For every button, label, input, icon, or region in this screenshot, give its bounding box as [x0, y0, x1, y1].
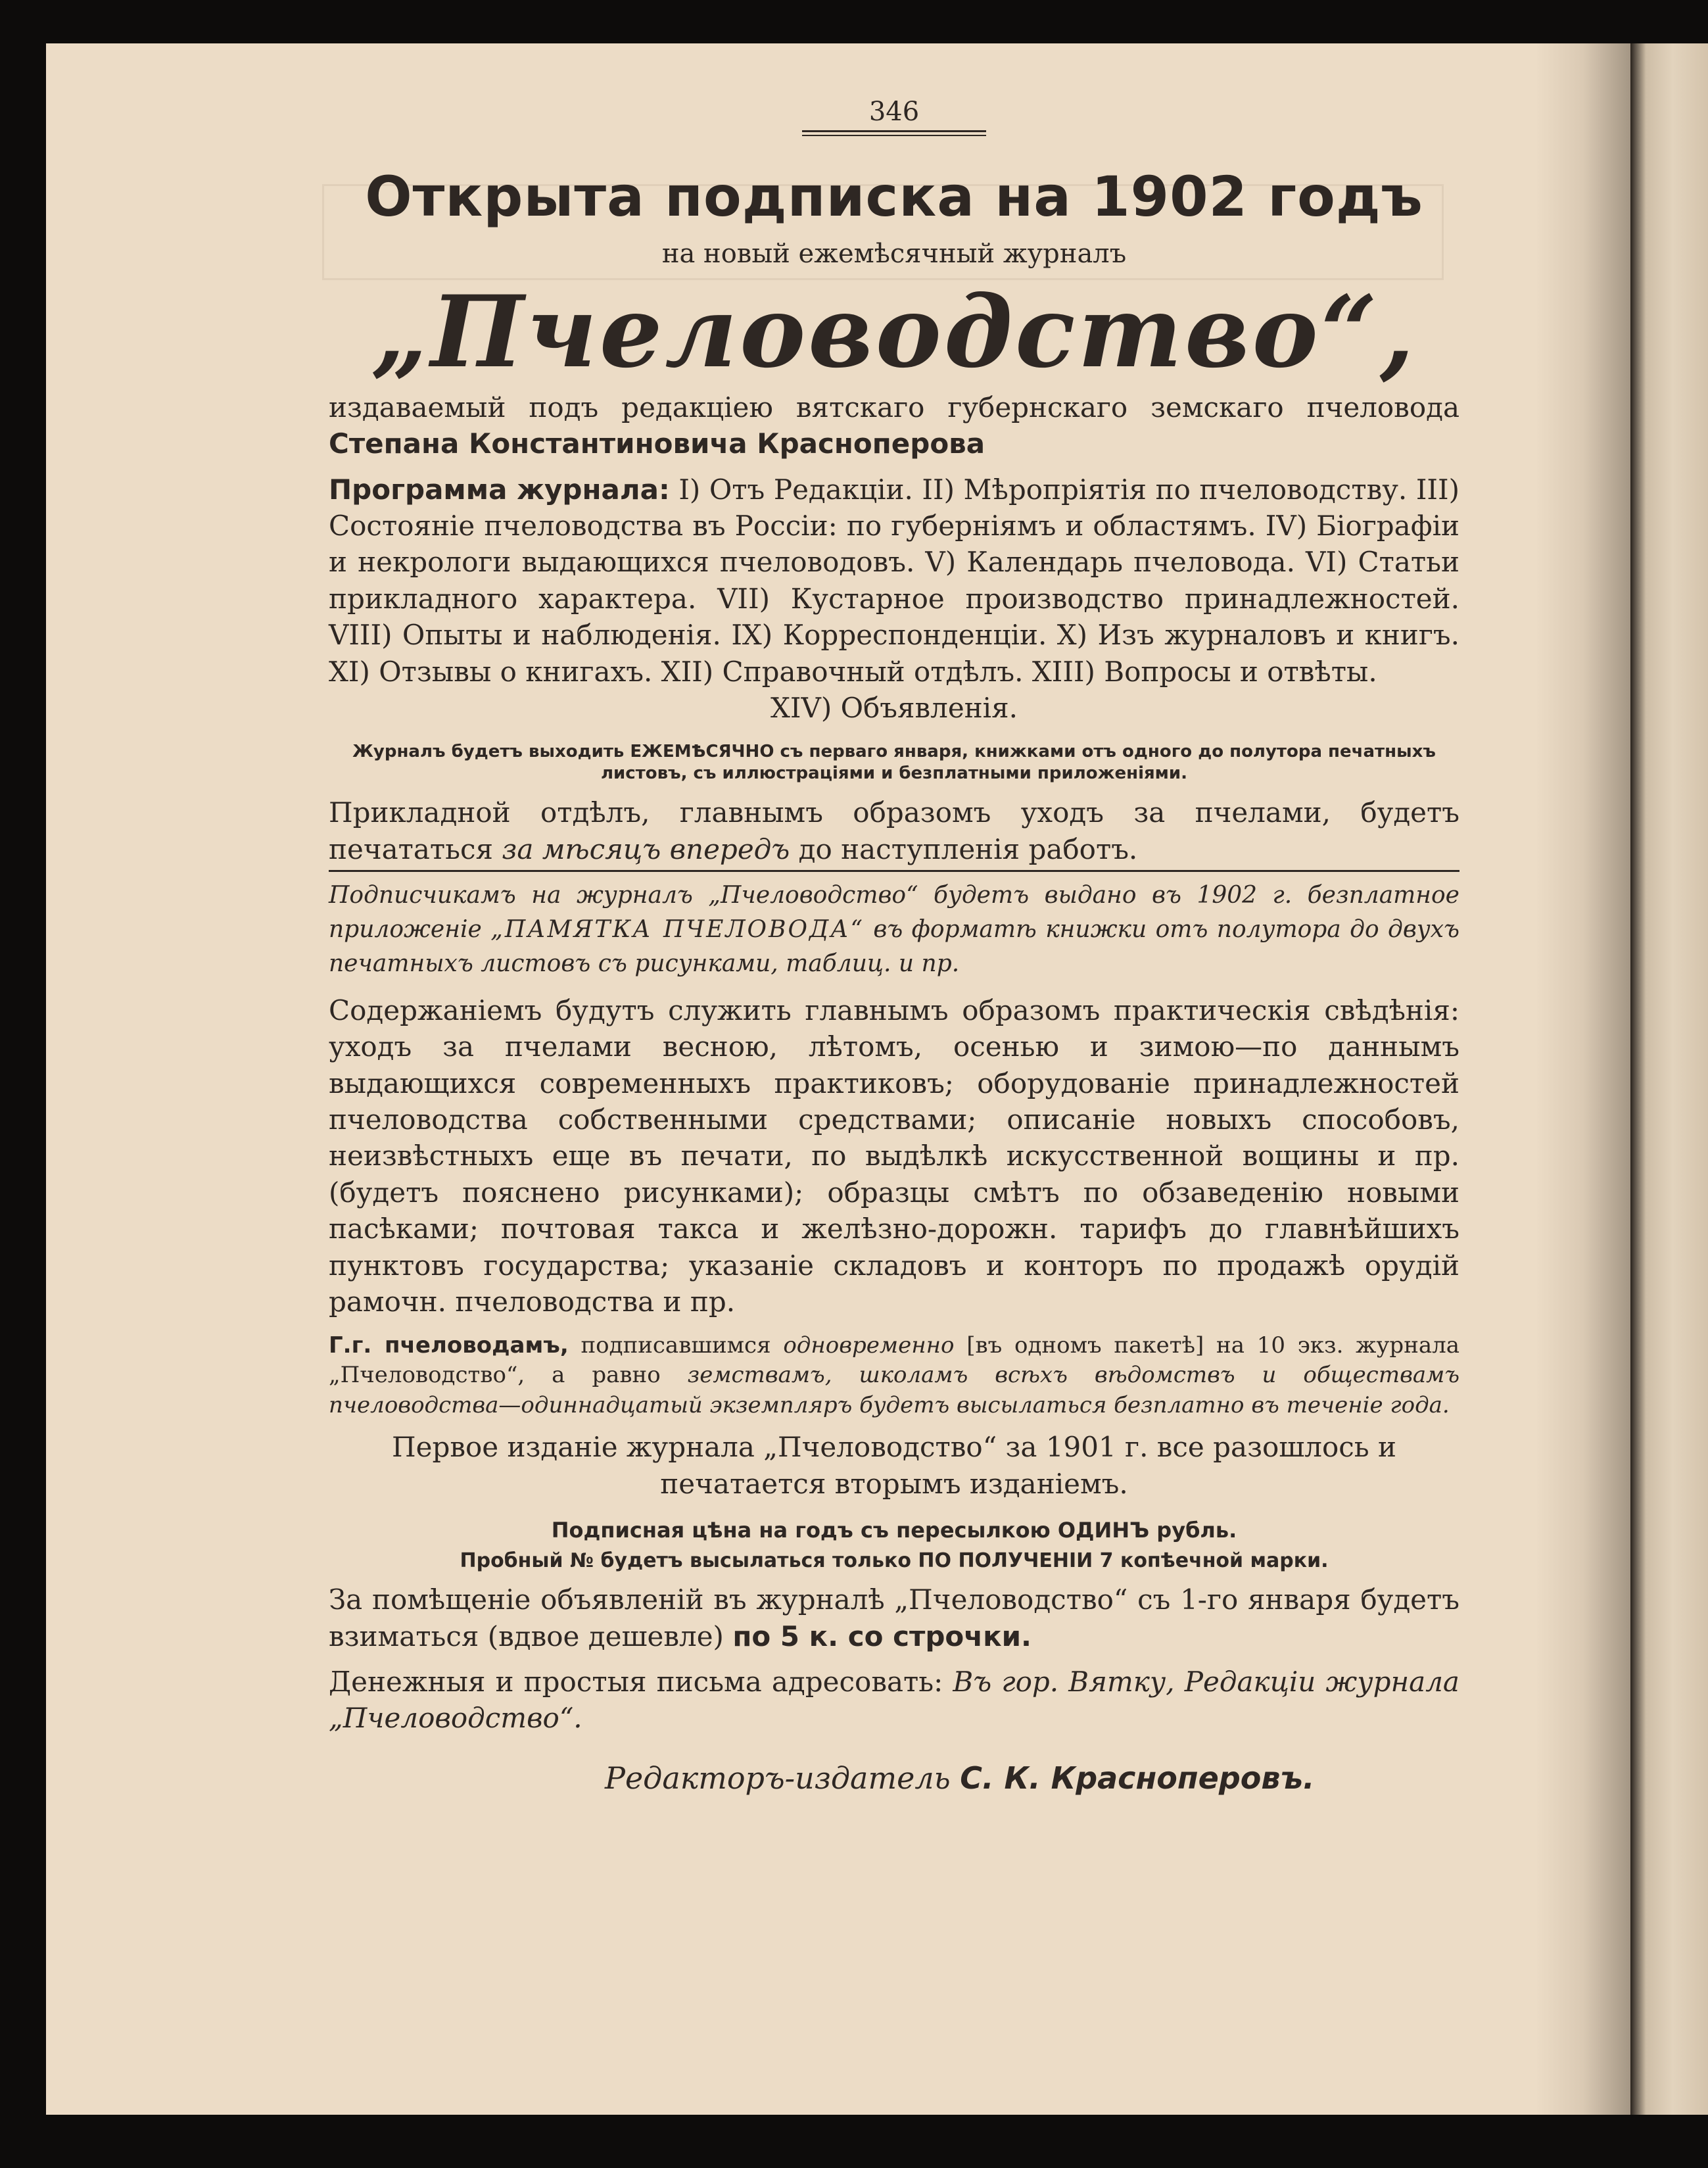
signature	[329, 1760, 1459, 1796]
ads-text: За помѣщеніе объявленій въ журналѣ „Пчеловодство“ съ 1-го января будетъ взиматься (вдвое дешевле)	[329, 1583, 1459, 1652]
first-edition-notice: Первое изданіе журнала „Пчеловодство“ за 1901 г. все разошлось и печатается вторымъ изданіемъ.	[391, 1431, 1397, 1500]
offer-text-2: [въ одномъ пакетѣ] на 10 экз. журнала „Пчеловодство“, а равно	[329, 1332, 1459, 1389]
applied-text-2: до наступленія работъ.	[798, 832, 1138, 865]
page-number-rule	[802, 130, 986, 136]
applied-text-1: Прикладной отдѣлъ, главнымъ образомъ уходъ за пчелами, будетъ печататься	[329, 796, 1459, 865]
offer-text-1: подписавшимся	[581, 1332, 771, 1359]
advertisement	[329, 99, 1459, 1796]
address-italic: Въ гор. Вятку, Редакціи журнала „Пчеловодство“.	[329, 1666, 1459, 1735]
headline: Открыта подписка на 1902 годъ	[365, 164, 1423, 229]
address-text: Денежныя и простыя письма адресовать:	[329, 1666, 943, 1698]
ads-paragraph	[329, 1581, 1459, 1654]
schedule-notice: Журналъ будетъ выходить ЕЖЕМѢСЯЧНО съ перваго января, книжками отъ одного до полутора печатныхъ листовъ, съ иллюстраціями и безплатными приложеніями.	[352, 741, 1436, 784]
offer-label: Г.г. пчеловодамъ,	[329, 1332, 569, 1359]
page-number: 346	[868, 97, 920, 127]
journal-name: „Пчеловодство“,	[371, 274, 1417, 391]
program-label: Программа журнала:	[329, 473, 670, 506]
offer-italic-1: одновременно	[783, 1332, 955, 1359]
adjacent-page-edge	[1630, 43, 1708, 2115]
ads-rate: по 5 к. со строчки.	[732, 1620, 1032, 1652]
subtitle: на новый ежемѣсячный журналъ	[661, 239, 1127, 270]
signature-role: Редакторъ-издатель	[605, 1760, 951, 1796]
content-paragraph: Содержаніемъ будутъ служить главнымъ образомъ практическія свѣдѣнія: уходъ за пчелами весною, лѣтомъ, осенью и зимою—по даннымъ выдающихся современныхъ практиковъ; оборудованіе принадлежностей пчеловодства собственными средствами; описаніе новыхъ способовъ, неизвѣстныхъ еще въ печати, по выдѣлкѣ искусственной вощины и пр. (будетъ пояснено рисунками); образцы смѣтъ по обзаведенію новыми пасѣками; почтовая такса и желѣзно-дорожн. тарифъ до главнѣйшихъ пунктовъ государства; указаніе складовъ и конторъ по продажѣ орудій рамочн. пчеловодства и пр.	[329, 994, 1459, 1318]
supplement-paragraph	[329, 879, 1459, 982]
editor-intro: издаваемый подъ редакціею вятскаго губернскаго земскаго пчеловода	[329, 391, 1459, 423]
trial-issue-notice: Пробный № будетъ высылаться только ПО ПОЛУЧЕНІИ 7 копѣечной марки.	[460, 1549, 1329, 1573]
subscription-price: Подписная цѣна на годъ съ пересылкою ОДИНЪ рубль.	[551, 1518, 1237, 1543]
applied-italic: за мѣсяцъ впередъ	[502, 832, 790, 865]
signature-name: С. К. Красноперовъ.	[960, 1760, 1315, 1796]
beekeepers-offer	[329, 1331, 1459, 1422]
supplement-text-1: Подписчикамъ на журналъ „Пчеловодство“ будетъ выдано въ 1902 г. безплатное приложеніе	[329, 882, 1459, 944]
supplement-rule-top	[329, 870, 1459, 872]
program-last: XIV) Объявленія.	[771, 692, 1018, 725]
editor-name: Степана Константиновича Красноперова	[329, 427, 985, 460]
applied-paragraph	[329, 794, 1459, 867]
editor-paragraph	[329, 389, 1459, 462]
program-text: I) Отъ Редакціи. II) Мѣропріятія по пчеловодству. III) Состояніе пчеловодства въ Россіи: по губерніямъ и областямъ. IV) Біографіи и некрологи выдающихся пчеловодовъ. V) Календарь пчеловода. VI) Статьи прикладного характера. VII) Кустарное производство принадлежностей. VIII) Опыты и наблюденія. IX) Корреспонденціи. X) Изъ журналовъ и книгъ. XI) Отзывы о книгахъ. XII) Справочный отдѣлъ. XIII) Вопросы и отвѣты.	[329, 473, 1459, 688]
program-paragraph	[329, 471, 1459, 690]
supplement-text-2: въ форматѣ книжки отъ полутора до двухъ печатныхъ листовъ съ рисунками, таблиц. и пр.	[329, 916, 1459, 978]
offer-italic-2: земствамъ, школамъ всѣхъ вѣдомствъ и обществамъ пчеловодства—одиннадцатый экземпляръ будетъ высылаться безплатно въ теченіе года.	[329, 1362, 1459, 1419]
address-paragraph	[329, 1664, 1459, 1737]
supplement-title: „ПАМЯТКА ПЧЕЛОВОДА“	[490, 916, 865, 944]
